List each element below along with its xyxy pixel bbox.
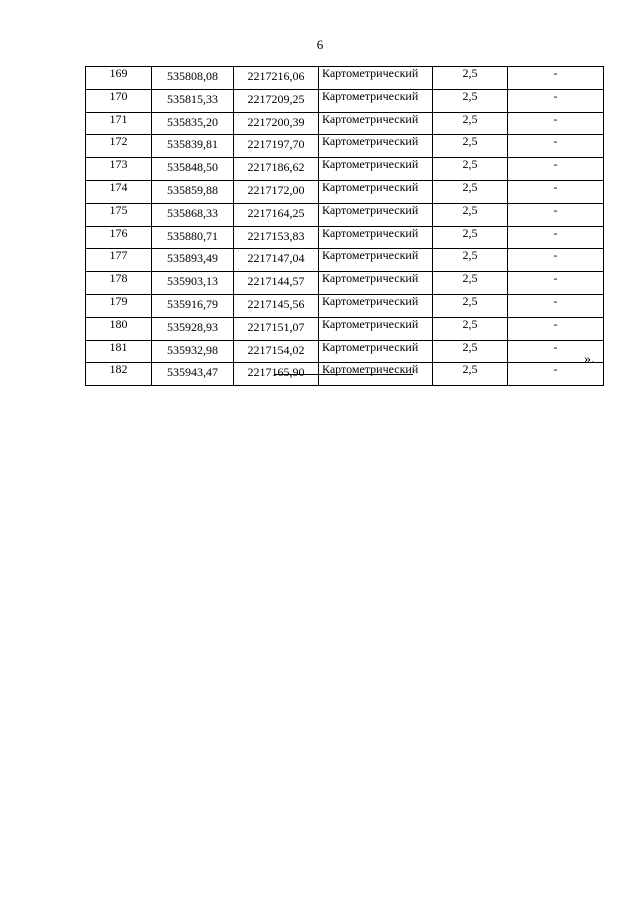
accuracy-cell: 2,5 bbox=[433, 135, 508, 158]
x-coordinate-cell: 535893,49 bbox=[152, 249, 234, 272]
x-coordinate-cell: 535848,50 bbox=[152, 158, 234, 181]
point-number-cell: 172 bbox=[86, 135, 152, 158]
point-number-cell: 180 bbox=[86, 317, 152, 340]
point-number-cell: 181 bbox=[86, 340, 152, 363]
description-cell: - bbox=[508, 89, 604, 112]
table-row bbox=[86, 226, 604, 249]
y-coordinate-cell: 2217164,25 bbox=[234, 203, 319, 226]
accuracy-cell: 2,5 bbox=[433, 317, 508, 340]
accuracy-cell: 2,5 bbox=[433, 203, 508, 226]
accuracy-cell: 2,5 bbox=[433, 180, 508, 203]
table-row bbox=[86, 112, 604, 135]
method-cell: Картометрический bbox=[319, 135, 433, 158]
y-coordinate-cell: 2217197,70 bbox=[234, 135, 319, 158]
description-cell: - bbox=[508, 294, 604, 317]
accuracy-cell: 2,5 bbox=[433, 340, 508, 363]
x-coordinate-cell: 535903,13 bbox=[152, 272, 234, 295]
accuracy-cell: 2,5 bbox=[433, 272, 508, 295]
method-cell: Картометрический bbox=[319, 203, 433, 226]
coordinates-table bbox=[85, 66, 604, 386]
x-coordinate-cell: 535868,33 bbox=[152, 203, 234, 226]
y-coordinate-cell: 2217186,62 bbox=[234, 158, 319, 181]
table-row bbox=[86, 180, 604, 203]
coordinates-table-body bbox=[86, 67, 604, 386]
method-cell: Картометрический bbox=[319, 249, 433, 272]
description-cell: - bbox=[508, 158, 604, 181]
table-row bbox=[86, 89, 604, 112]
point-number-cell: 174 bbox=[86, 180, 152, 203]
table-row bbox=[86, 158, 604, 181]
description-cell: - bbox=[508, 135, 604, 158]
x-coordinate-cell: 535880,71 bbox=[152, 226, 234, 249]
accuracy-cell: 2,5 bbox=[433, 158, 508, 181]
description-cell: - bbox=[508, 363, 604, 386]
x-coordinate-cell: 535815,33 bbox=[152, 89, 234, 112]
point-number-cell: 182 bbox=[86, 363, 152, 386]
y-coordinate-cell: 2217172,00 bbox=[234, 180, 319, 203]
table-row bbox=[86, 249, 604, 272]
y-coordinate-cell: 2217147,04 bbox=[234, 249, 319, 272]
description-cell: - bbox=[508, 317, 604, 340]
y-coordinate-cell: 2217216,06 bbox=[234, 67, 319, 90]
method-cell: Картометрический bbox=[319, 226, 433, 249]
table-row bbox=[86, 203, 604, 226]
x-coordinate-cell: 535928,93 bbox=[152, 317, 234, 340]
page-number: 6 bbox=[316, 37, 324, 52]
point-number-cell: 179 bbox=[86, 294, 152, 317]
table-row bbox=[86, 294, 604, 317]
x-coordinate-cell: 535859,88 bbox=[152, 180, 234, 203]
y-coordinate-cell: 2217145,56 bbox=[234, 294, 319, 317]
table-row bbox=[86, 67, 604, 90]
x-coordinate-cell: 535808,08 bbox=[152, 67, 234, 90]
closing-quote-mark: ». bbox=[584, 352, 595, 367]
point-number-cell: 169 bbox=[86, 67, 152, 90]
method-cell: Картометрический bbox=[319, 294, 433, 317]
method-cell: Картометрический bbox=[319, 340, 433, 363]
accuracy-cell: 2,5 bbox=[433, 67, 508, 90]
method-cell: Картометрический bbox=[319, 112, 433, 135]
x-coordinate-cell: 535943,47 bbox=[152, 363, 234, 386]
x-coordinate-cell: 535839,81 bbox=[152, 135, 234, 158]
y-coordinate-cell: 2217154,02 bbox=[234, 340, 319, 363]
method-cell: Картометрический bbox=[319, 67, 433, 90]
y-coordinate-cell: 2217153,83 bbox=[234, 226, 319, 249]
method-cell: Картометрический bbox=[319, 317, 433, 340]
accuracy-cell: 2,5 bbox=[433, 249, 508, 272]
y-coordinate-cell: 2217200,39 bbox=[234, 112, 319, 135]
method-cell: Картометрический bbox=[319, 158, 433, 181]
description-cell: - bbox=[508, 249, 604, 272]
table-row bbox=[86, 340, 604, 363]
y-coordinate-cell: 2217151,07 bbox=[234, 317, 319, 340]
accuracy-cell: 2,5 bbox=[433, 363, 508, 386]
y-coordinate-cell: 2217209,25 bbox=[234, 89, 319, 112]
description-cell: - bbox=[508, 67, 604, 90]
accuracy-cell: 2,5 bbox=[433, 112, 508, 135]
table-row bbox=[86, 272, 604, 295]
description-cell: - bbox=[508, 112, 604, 135]
method-cell: Картометрический bbox=[319, 180, 433, 203]
point-number-cell: 173 bbox=[86, 158, 152, 181]
y-coordinate-cell: 2217144,57 bbox=[234, 272, 319, 295]
end-of-document-line bbox=[274, 374, 413, 375]
x-coordinate-cell: 535916,79 bbox=[152, 294, 234, 317]
point-number-cell: 171 bbox=[86, 112, 152, 135]
description-cell: - bbox=[508, 340, 604, 363]
accuracy-cell: 2,5 bbox=[433, 294, 508, 317]
point-number-cell: 176 bbox=[86, 226, 152, 249]
point-number-cell: 178 bbox=[86, 272, 152, 295]
x-coordinate-cell: 535835,20 bbox=[152, 112, 234, 135]
method-cell: Картометрический bbox=[319, 272, 433, 295]
point-number-cell: 177 bbox=[86, 249, 152, 272]
table-row bbox=[86, 135, 604, 158]
point-number-cell: 170 bbox=[86, 89, 152, 112]
description-cell: - bbox=[508, 272, 604, 295]
y-coordinate-cell: 2217165,90 bbox=[234, 363, 319, 386]
description-cell: - bbox=[508, 226, 604, 249]
method-cell: Картометрический bbox=[319, 89, 433, 112]
point-number-cell: 175 bbox=[86, 203, 152, 226]
description-cell: - bbox=[508, 203, 604, 226]
accuracy-cell: 2,5 bbox=[433, 226, 508, 249]
accuracy-cell: 2,5 bbox=[433, 89, 508, 112]
table-row bbox=[86, 317, 604, 340]
method-cell: Картометрический bbox=[319, 363, 433, 386]
x-coordinate-cell: 535932,98 bbox=[152, 340, 234, 363]
description-cell: - bbox=[508, 180, 604, 203]
